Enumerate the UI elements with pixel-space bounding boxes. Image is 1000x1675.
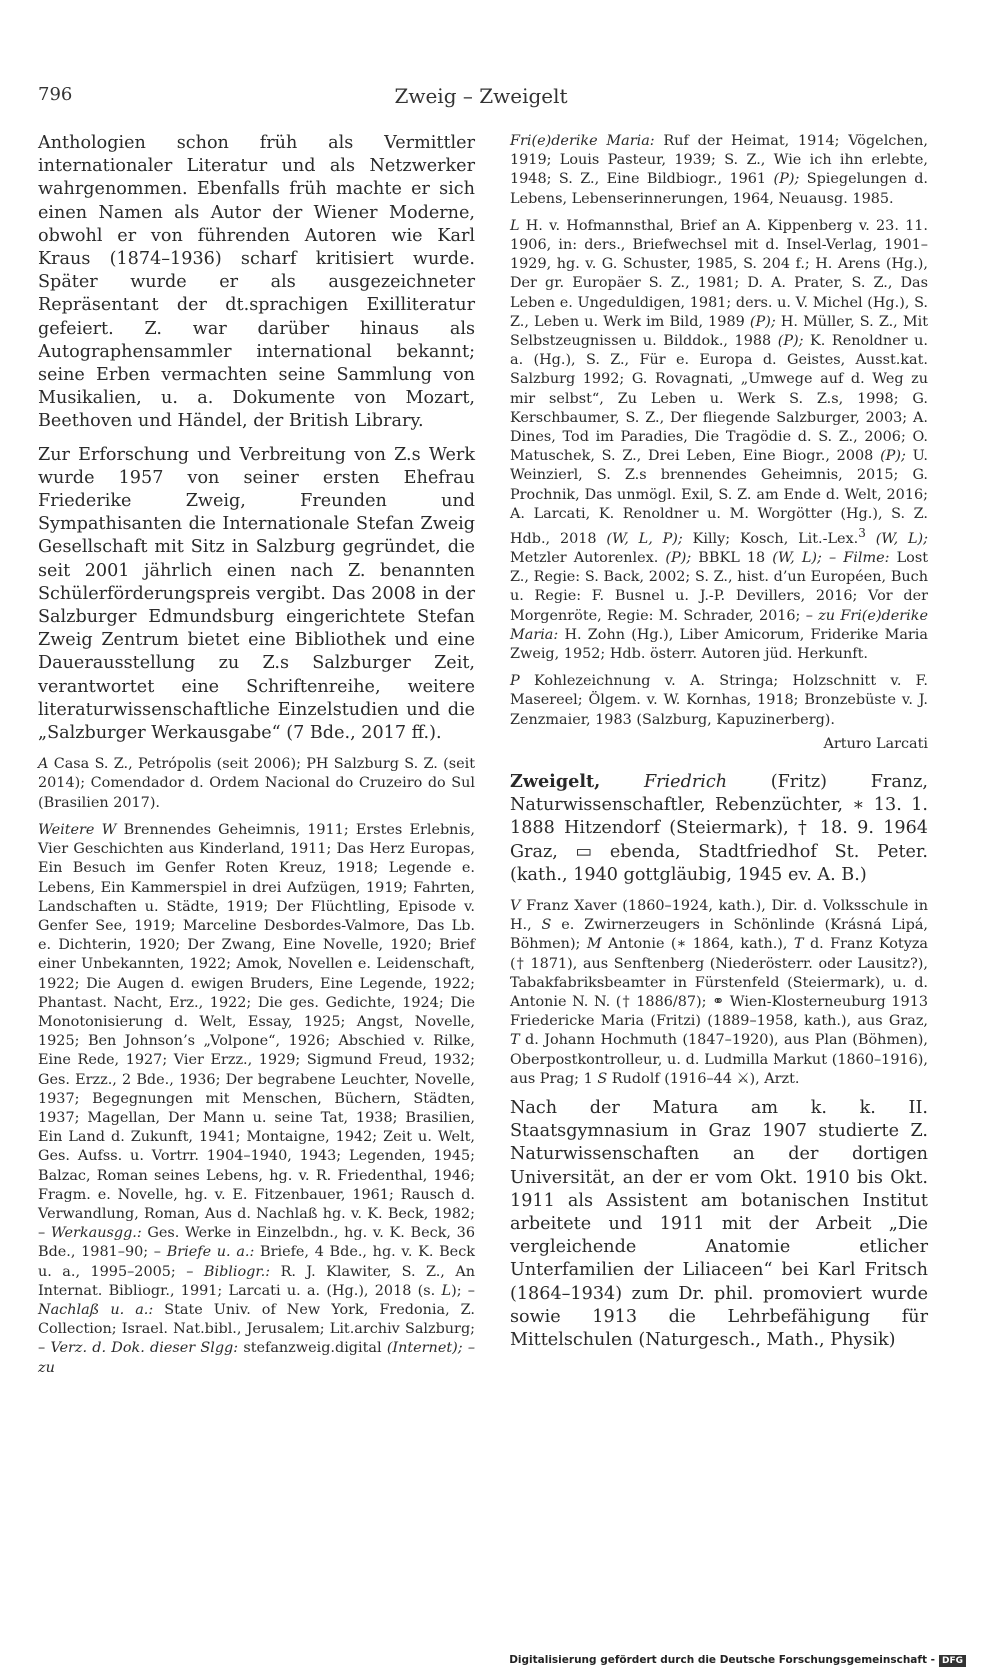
literature-section: L H. v. Hofmannsthal, Brief an A. Kippenberg v. 23. 11. 1906, in: ders., Briefwechsel mit d. Insel-Verlag, 1901–1929, hg. v. G. Schuster, 1985, S. 204 f.; H. Arens (Hg.), Der gr. Europäer S. Z., 1981; D. A. Prater, S. Z., Das Leben e. Ungeduldigen, 1981; ders. u. V. Michel (Hg.), S. Z., Leben u. Werk im Bild, 1989 (P); H. Müller, S. Z., Mit Selbstzeugnissen u. Bilddok., 1988 (P); K. Renoldner u. a. (Hg.), S. Z., Für e. Europa d. Geistes, Ausst.kat. Salzburg 1992; G. Rovagnati, „Umwege auf d. Weg zu mir selbst“, Zu Leben u. Werk S. Z.s, 1998; G. Kerschbaumer, S. Z., Der fliegende Salzburger, 2003; A. Dines, Tod im Paradies, Die Tragödie d. S. Z., 2006; O. Matuschek, S. Z., Drei Leben, Eine Biogr., 2008 (P); U. Weinzierl, S. Z.s brennendes Geheimnis, 2015; G. Prochnik, Das unmögl. Exil, S. Z. am Ende d. Welt, 2016; A. Larcati, K. Renoldner u. M. Worgötter (Hg.), S. Z. Hdb., 2018 (W, L, P); Killy; Kosch, Lit.-Lex.$^3$ (W, L); Metzler Autorenlex. (P); BBKL 18 (W, L); – Filme: Lost Z., Regie: S. Back, 2002; S. Z., hist. d’un Européen, Buch u. Regie: F. Busnel u. J.-P. Devillers, 2016; Vor der Morgenröte, Regie: M. Schrader, 2016; – zu Fri(e)derike Maria: H. Zohn (Hg.), Liber Amicorum, Friderike Maria Zweig, 1952; Hdb. österr. Autoren jüd. Herkunft.: [510, 217, 929, 663]
paragraph: Nach der Matura am k. k. II. Staatsgymnasium in Graz 1907 studierte Z. Naturwissenschaften an der dortigen Universität, an der er vom Okt. 1910 bis Okt. 1911 als Assistent am botanischen Institut arbeitete und 1911 mit der Arbeit „Die vergleichende Anatomie etlicher Unterfamilien der Liliaceen“ bei Karl Fritsch (1864–1934) zum Dr. phil. promoviert wurde sowie 1913 die Lehrbefähigung für Mittelschulen (Naturgesch., Math., Physik): [510, 1097, 928, 1350]
section-key: A: [38, 756, 49, 773]
page-number: 796: [38, 84, 73, 105]
page-header: [38, 84, 924, 112]
family-section: V Franz Xaver (1860–1924, kath.), Dir. d. Volksschule in H., S e. Zwirnerzeugers in Schönlinde (Krásná Lipá, Böhmen); M Antonie (∗ 1864, kath.), T d. Franz Kotyza († 1871), aus Senftenberg (Niederösterr. oder Lausitz?), Tabakfabriksbeamter in Fürstenfeld (Steiermark), u. d. Antonie N. N. († 1886/87); ⚭ Wien-Klosterneuburg 1913 Friedericke Maria (Fritzi) (1889–1958, kath.), aus Graz, T d. Johann Hochmuth (1847–1920), aus Plan (Böhmen), Oberpostkontrolleur, u. d. Ludmilla Markut (1860–1916), aus Prag; 1 S Rudolf (1916–44 ⚔), Arzt.: [510, 897, 928, 1087]
section-key: Weitere W: [38, 821, 117, 838]
digitization-footer: [0, 1654, 966, 1667]
running-head: Zweig – Zweigelt: [394, 84, 568, 108]
footer-text: Digitalisierung gefördert durch die Deutsche Forschungsgemeinschaft -: [509, 1654, 935, 1666]
works-continued: Fri(e)derike Maria: Ruf der Heimat, 1914; Vögelchen, 1919; Louis Pasteur, 1939; S. Z., Wie ich ihn erlebte, 1948; S. Z., Eine Bildbiogr., 1961 (P); Spiegelungen d. Lebens, Lebenserinnerungen, 1964, Neuausg. 1985.: [510, 133, 928, 207]
portraits-section: P Kohlezeichnung v. A. Stringa; Holzschnitt v. F. Masereel; Ölgem. v. W. Kornhas, 1918; Bronzebüste v. J. Zenzmaier, 1983 (Salzburg, Kapuzinerberg).: [510, 673, 928, 728]
dfg-logo: DFG: [939, 1655, 966, 1667]
section-key: L: [510, 217, 520, 234]
section-key: V: [510, 897, 521, 914]
right-column: [510, 132, 928, 1362]
entry-heading: Zweigelt, Friedrich (Fritz) Franz, Naturwissenschaftler, Rebenzüchter, ∗ 13. 1. 1888 Hitzendorf (Steiermark), † 18. 9. 1964 Graz, ▭ ebenda, Stadtfriedhof St. Peter. (kath., 1940 gottgläubig, 1945 ev. A. B.): [510, 770, 928, 885]
works-section: Weitere W Brennendes Geheimnis, 1911; Erstes Erlebnis, Vier Geschichten aus Kinderland, 1911; Das Herz Europas, Ein Besuch im Genfer Roten Kreuz, 1918; Legende e. Lebens, Ein Kammerspiel in drei Aufzügen, 1919; Fahrten, Landschaften u. Städte, 1919; Der Flüchtling, Episode v. Genfer See, 1919; Marceline Desbordes-Valmore, Das Lb. e. Dichterin, 1920; Der Zwang, Eine Novelle, 1920; Brief einer Unbekannten, 1922; Amok, Novellen e. Leidenschaft, 1922; Die Augen d. ewigen Bruders, Eine Legende, 1922; Phantast. Nacht, Erz., 1922; Die ges. Gedichte, 1924; Die Monotonisierung d. Welt, Essay, 1925; Angst, Novelle, 1925; Ben Johnson’s „Volpone“, 1926; Abschied v. Rilke, Eine Rede, 1927; Vier Erzz., 1929; Sigmund Freud, 1932; Ges. Erzz., 2 Bde., 1936; Der begrabene Leuchter, Novelle, 1937; Begegnungen mit Menschen, Büchern, Städten, 1937; Magellan, Der Mann u. seine Tat, 1938; Brasilien, Ein Land d. Zukunft, 1941; Montaigne, 1942; Zeit u. Welt, Ges. Aufss. u. Vortrr. 1904–1940, 1943; Legenden, 1945; Balzac, Roman seines Lebens, hg. v. R. Friedenthal, 1946; Fragm. e. Novelle, hg. v. E. Fitzenbauer, 1961; Rausch d. Verwandlung, Roman, Aus d. Nachlaß hg. v. K. Beck, 1982; – Werkausgg.: Ges. Werke in Einzelbdn., hg. v. K. Beck, 36 Bde., 1981–90; – Briefe u. a.: Briefe, 4 Bde., hg. v. K. Beck u. a., 1995–2005; – Bibliogr.: R. J. Klawiter, S. Z., An Internat. Bibliogr., 1991; Larcati u. a. (Hg.), 2018 (s. L); – Nachlaß u. a.: State Univ. of New York, Fredonia, Z. Collection; Israel. Nat.bibl., Jerusalem; Lit.archiv Salzburg; – Verz. d. Dok. dieser Slgg: stefanzweig.digital (Internet); – zu: [38, 821, 476, 1376]
left-column: [38, 132, 475, 1386]
author-signature: Arturo Larcati: [823, 735, 928, 752]
awards-section: A Casa S. Z., Petrópolis (seit 2006); PH Salzburg S. Z. (seit 2014); Comendador d. Ordem Nacional do Cruzeiro do Sul (Brasilien 2017).: [38, 756, 475, 811]
entry-name: Zweigelt,: [510, 770, 601, 792]
paragraph: Zur Erforschung und Verbreitung von Z.s Werk wurde 1957 von seiner ersten Ehefrau Friederike Zweig, Freunden und Sympathisanten die Internationale Stefan Zweig Gesellschaft mit Sitz in Salzburg gegründet, die seit 2001 jährlich einen nach Z. benannten Schülerförderungspreis vergibt. Das 2008 in der Salzburger Edmundsburg eingerichtete Stefan Zweig Zentrum bietet eine Bibliothek und eine Dauerausstellung zu Z.s Salzburger Zeit, verantwortet eine Schriftenreihe, weitere literaturwissenschaftliche Einzelstudien und die „Salzburger Werkausgabe“ (7 Bde., 2017 ff.).: [38, 444, 475, 744]
section-key: P: [510, 673, 520, 690]
paragraph: Anthologien schon früh als Vermittler internationaler Literatur und als Netzwerker wahrgenommen. Ebenfalls früh machte er sich einen Namen als Autor der Wiener Moderne, obwohl er von führenden Autoren wie Karl Kraus (1874–1936) scharf kritisiert wurde. Später wurde er als ausgezeichneter Repräsentant der dt.sprachigen Exilliteratur gefeiert. Z. war darüber hinaus als Autographensammler international bekannt; seine Erben vermachten seine Sammlung von Musikalien, u. a. Dokumente von Mozart, Beethoven und Händel, der British Library.: [38, 133, 475, 432]
